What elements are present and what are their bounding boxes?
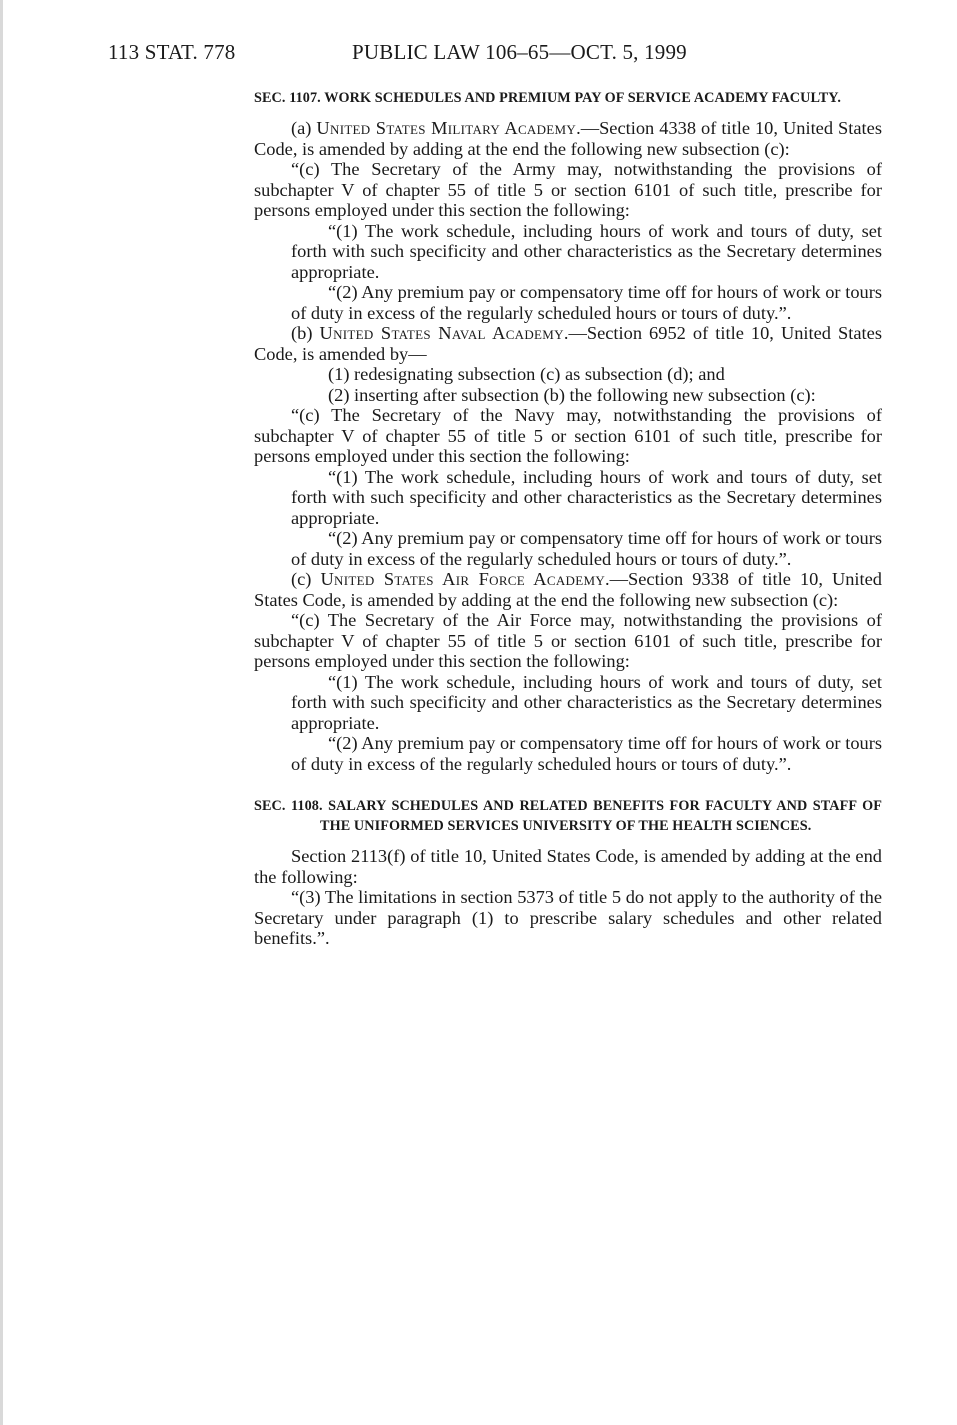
quoted-paragraph: “(3) The limitations in section 5373 of title 5 do not apply to the authority of the Secretary under paragraph (1) to prescribe salary schedules and other related benefits.”.: [254, 887, 882, 948]
subsection-text: .—Section 6952 of title 10, United States Code, is amended by—: [254, 323, 882, 364]
subsection-c: [254, 569, 882, 610]
section-number: SEC. 1108.: [254, 798, 323, 814]
subsection-caption: United States Military Academy: [316, 118, 577, 138]
section-title: SALARY SCHEDULES AND RELATED BENEFITS FOR FACULTY AND STAFF OF THE UNIFORMED SERVICES UNIVERSITY OF THE HEALTH SCIENCES.: [320, 798, 882, 834]
quoted-paragraph: “(1) The work schedule, including hours of work and tours of duty, set forth with such specificity and other characteristics as the Secretary determines appropriate.: [291, 220, 882, 282]
amendment-paragraph: (2) inserting after subsection (b) the following new subsection (c):: [328, 384, 816, 405]
quoted-paragraph: “(1) The work schedule, including hours of work and tours of duty, set forth with such specificity and other characteristics as the Secretary determines appropriate.: [291, 466, 882, 528]
subsection-caption: United States Air Force Academy: [320, 569, 606, 589]
scan-edge: [0, 0, 3, 1425]
quoted-paragraph: “(2) Any premium pay or compensatory time off for hours of work or tours of duty in excess of the regularly scheduled hours or tours of duty.”.: [291, 733, 882, 774]
quoted-subsection: “(c) The Secretary of the Navy may, notwithstanding the provisions of subchapter V of chapter 55 of title 5 or section 6101 of such title, prescribe for persons employed under this section the following:: [254, 405, 882, 466]
subsection-b: [254, 323, 882, 364]
quoted-paragraph: “(2) Any premium pay or compensatory time off for hours of work or tours of duty in excess of the regularly scheduled hours or tours of duty.”.: [291, 282, 882, 323]
stat-citation: 113 STAT. 778: [108, 40, 236, 64]
section-text: Section 2113(f) of title 10, United States Code, is amended by adding at the end the following:: [254, 846, 882, 887]
law-citation: PUBLIC LAW 106–65—OCT. 5, 1999: [352, 40, 687, 64]
quoted-paragraph: “(1) The work schedule, including hours of work and tours of duty, set forth with such specificity and other characteristics as the Secretary determines appropriate.: [291, 671, 882, 733]
subsection-label: (c): [291, 569, 321, 589]
section-number: SEC. 1107.: [254, 90, 321, 106]
subsection-a: [254, 118, 882, 159]
body-text: [254, 88, 882, 949]
quoted-subsection: “(c) The Secretary of the Army may, notwithstanding the provisions of subchapter V of chapter 55 of title 5 or section 6101 of such title, prescribe for persons employed under this section the following:: [254, 159, 882, 220]
subsection-text: .—Section 4338 of title 10, United States Code, is amended by adding at the end the following new subsection (c):: [254, 118, 882, 159]
quoted-paragraph: “(2) Any premium pay or compensatory time off for hours of work or tours of duty in excess of the regularly scheduled hours or tours of duty.”.: [291, 528, 882, 569]
section-title: WORK SCHEDULES AND PREMIUM PAY OF SERVICE ACADEMY FACULTY.: [324, 90, 841, 106]
subsection-label: (b): [291, 323, 320, 343]
amendment-paragraph: (1) redesignating subsection (c) as subsection (d); and: [328, 364, 725, 384]
quoted-subsection: “(c) The Secretary of the Air Force may, notwithstanding the provisions of subchapter V of chapter 55 of title 5 or section 6101 of such title, prescribe for persons employed under this section the following:: [254, 610, 882, 671]
section-heading-1107: [254, 88, 882, 108]
subsection-caption: United States Naval Academy: [319, 323, 564, 343]
subsection-label: (a): [291, 118, 317, 138]
section-heading-1108: [254, 796, 882, 836]
subsection-text: .—Section 9338 of title 10, United States Code, is amended by adding at the end the following new subsection (c):: [254, 569, 882, 610]
